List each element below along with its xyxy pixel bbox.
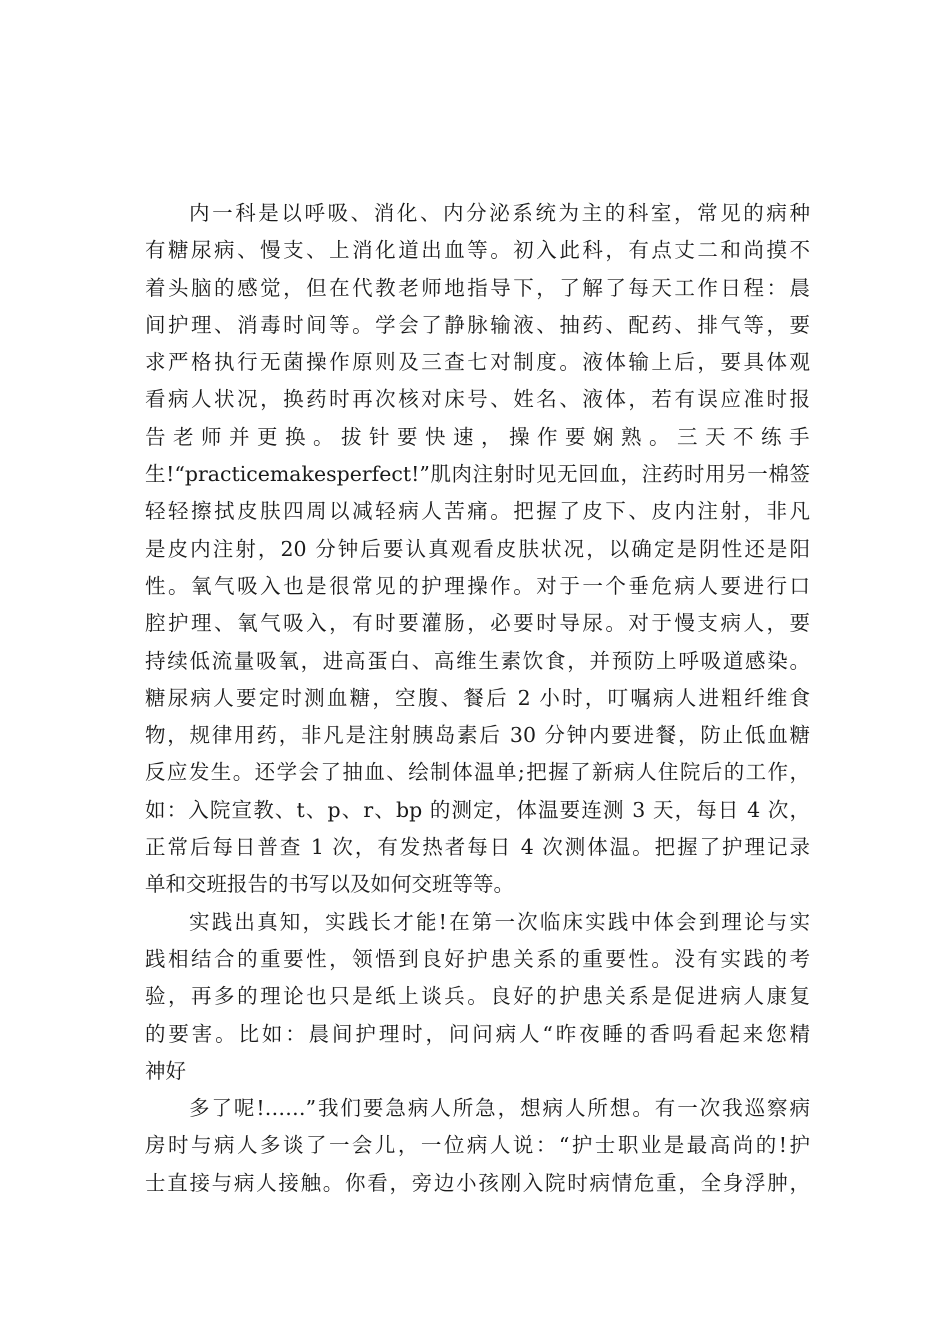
text-line: 告老师并更换。拔针要快速，操作要娴熟。三天不练手	[145, 424, 810, 449]
text-line: 实践出真知，实践长才能!在第一次临床实践中体会到理论与实	[189, 909, 810, 934]
text-line: 房时与病人多谈了一会儿，一位病人说：“护士职业是最高尚的!护	[145, 1133, 810, 1158]
text-line: 践相结合的重要性，领悟到良好护患关系的重要性。没有实践的考	[145, 946, 810, 971]
text-line: 反应发生。还学会了抽血、绘制体温单;把握了新病人住院后的工作，	[145, 760, 810, 785]
text-line: 腔护理、氧气吸入，有时要灌肠，必要时导尿。对于慢支病人，要	[145, 611, 810, 636]
text-line: 糖尿病人要定时测血糖，空腹、餐后 2 小时，叮嘱病人进粗纤维食	[145, 685, 810, 710]
text-line: 轻轻擦拭皮肤四周以减轻病人苦痛。把握了皮下、皮内注射，非凡	[145, 499, 810, 524]
text-line: 看病人状况，换药时再次核对床号、姓名、液体，若有误应准时报	[145, 387, 810, 412]
text-line: 如：入院宣教、t、p、r、bp 的测定，体温要连测 3 天，每日 4 次，	[145, 797, 810, 822]
text-line: 性。氧气吸入也是很常见的护理操作。对于一个垂危病人要进行口	[145, 573, 810, 598]
text-line: 的要害。比如：晨间护理时，问问病人“昨夜睡的香吗看起来您精	[145, 1021, 810, 1046]
document-body	[145, 195, 810, 1202]
text-line: 生!“practicemakesperfect!”肌肉注射时见无回血，注药时用另一棉签	[145, 462, 810, 487]
text-line: 物，规律用药，非凡是注射胰岛素后 30 分钟内要进餐，防止低血糖	[145, 723, 810, 748]
text-line: 着头脑的感觉，但在代教老师地指导下，了解了每天工作日程：晨	[145, 275, 810, 300]
text-line: 单和交班报告的书写以及如何交班等等。	[145, 872, 514, 897]
text-line: 士直接与病人接触。你看，旁边小孩刚入院时病情危重，全身浮肿，	[145, 1170, 810, 1195]
text-line: 持续低流量吸氧，进高蛋白、高维生素饮食，并预防上呼吸道感染。	[145, 648, 810, 673]
text-line: 内一科是以呼吸、消化、内分泌系统为主的科室，常见的病种	[189, 201, 810, 225]
text-line: 求严格执行无菌操作原则及三查七对制度。液体输上后，要具体观	[145, 350, 810, 375]
text-line: 间护理、消毒时间等。学会了静脉输液、抽药、配药、排气等，要	[145, 312, 810, 337]
text-line: 正常后每日普查 1 次，有发热者每日 4 次测体温。把握了护理记录	[145, 835, 810, 860]
text-line: 是皮内注射，20 分钟后要认真观看皮肤状况，以确定是阴性还是阳	[145, 536, 810, 561]
text-line: 验，再多的理论也只是纸上谈兵。良好的护患关系是促进病人康复	[145, 984, 810, 1009]
text-line: 多了呢!……”我们要急病人所急，想病人所想。有一次我巡察病	[189, 1096, 810, 1121]
text-line: 神好	[145, 1058, 186, 1083]
text-line: 有糖尿病、慢支、上消化道出血等。初入此科，有点丈二和尚摸不	[145, 238, 810, 263]
